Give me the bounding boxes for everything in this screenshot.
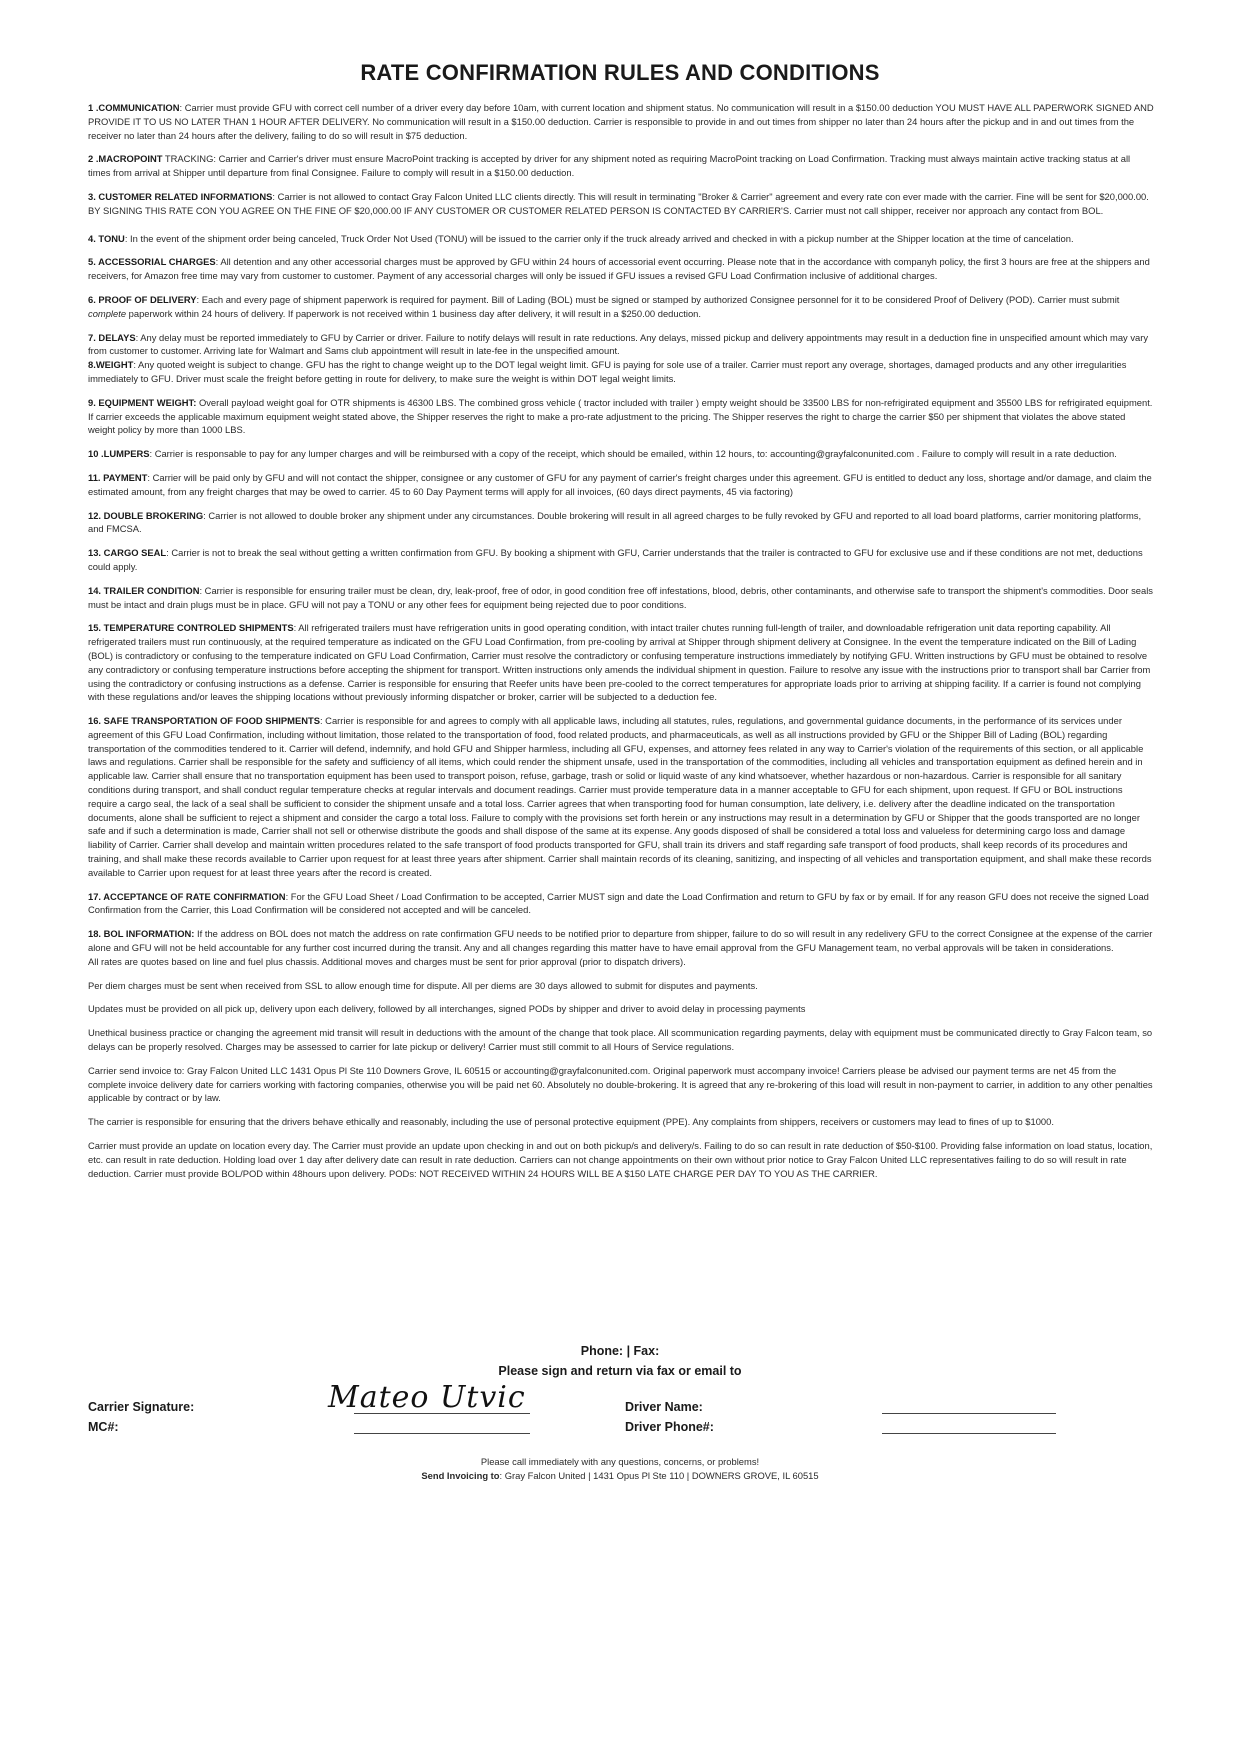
section-label: 10 .LUMPERS: [88, 448, 150, 460]
section-label: 8.WEIGHT: [88, 359, 134, 371]
section-text: Overall payload weight goal for OTR shipments is 46300 LBS. The combined gross vehicle ( tractor included with trailer ) empty weight should be 33500 LBS for non-refrigirated equipment and 35500 LBS for refrigirated equipment. If carrier exceeds the applicable maximum equipment weight stated above, the Shipper reserves the right to make a pro-rate adjustment to the pricing. The Shipper reserves the right to charge the carrier $50 per shipment that violates the above stated weight policy by more than 1000 LBS.: [88, 396, 1153, 436]
section-text: : Carrier must provide GFU with correct cell number of a driver every day before 10am, with current location and shipment status. No communication will result in a $150.00 deduction YOU MUST HAVE ALL PAPERWORK SIGNED AND PROVIDE IT TO US NO LATER THAN 1 HOUR AFTER DELIVERY. No communication will result in a $150.00 deduction. Carrier is responsible to provide in and out times from shipper no later than 24 hours after the pickup and in and out times from the receiver no later than 24 hours after the delivery, failing to do so will result in $75 deduction.: [88, 102, 1154, 141]
section-text: : Any quoted weight is subject to change. GFU has the right to change weight up to the DOT legal weight limit. GFU is paying for sole use of a trailer. Carrier must report any overage, shortages, damaged products and any other irregularities immediately to GFU. Driver must scale the freight before getting in route for delivery, to make sure the weight is within DOT legal weight limits.: [88, 359, 1127, 384]
send-invoicing-line: [0, 1470, 1240, 1481]
send-invoicing-label: Send Invoicing to: [421, 1470, 500, 1481]
section-proof-of-delivery: [88, 293, 1154, 321]
section-tonu: [88, 232, 1154, 246]
section-label: 13. CARGO SEAL: [88, 547, 167, 559]
document-title: RATE CONFIRMATION RULES AND CONDITIONS: [360, 60, 880, 85]
section-food-safety: [88, 714, 1154, 880]
sign-return-line: Please sign and return via fax or email to: [498, 1364, 742, 1378]
section-text: : Carrier is responsable to pay for any lumper charges and will be reimbursed with a copy of the receipt, which should be emailed, within 12 hours, to: accounting@grayfalconunited.com . Failure to comply will result in a rate deduction.: [149, 448, 1117, 460]
note-invoice: Carrier send invoice to: Gray Falcon United LLC 1431 Opus Pl Ste 110 Downers Grove, IL 60515 or accounting@grayfalconunited.com. Original paperwork must accompany invoice! Carriers please be advised our payment terms are net 45 from the complete invoice delivery date for carriers working with factoring companies, otherwise you will be paid net 60. Absolutely no double-brokering. It is agreed that any re-brokering of this load will result in non-payment to carrier, in addition to any other penalties applicable by contract or by law.: [88, 1064, 1153, 1104]
section-label: 15. TEMPERATURE CONTROLED SHIPMENTS: [88, 622, 294, 634]
driver-phone-line[interactable]: [882, 1433, 1056, 1434]
carrier-signature-line[interactable]: [354, 1413, 530, 1414]
carrier-signature: Mateo Utvic: [328, 1380, 526, 1415]
section-label: 7. DELAYS: [88, 331, 136, 343]
section-label: 5. ACCESSORIAL CHARGES: [88, 256, 216, 268]
section-trailer-condition: [88, 584, 1154, 612]
section-label: 16. SAFE TRANSPORTATION OF FOOD SHIPMENTS: [88, 715, 320, 727]
note-updates: Updates must be provided on all pick up, delivery upon each delivery, followed by all interchanges, signed PODs by shipper and driver to avoid delay in processing payments: [88, 1003, 806, 1015]
note-unethical-practice: Unethical business practice or changing the agreement mid transit will result in deductions with the amount of the change that took place. All scommunication regarding payments, delay with equipment must be communicated directly to Gray Falcon team, so delays can be properly resolved. Charges may be assessed to carrier for late pickup or delivery! Carrier must still commit to all Hours of Service regulations.: [88, 1027, 1153, 1053]
section-text: : Each and every page of shipment paperwork is required for payment. Bill of Lading (BOL) must be signed or stamped by authorized Consignee personnel for it to be considered Proof of Delivery (POD). Carrier must submit: [196, 293, 1120, 305]
section-text: : Carrier is not allowed to double broker any shipment under any circumstances. Double brokering will result in all agreed charges to be fully revoked by GFU and reported to all load board platforms, carrier monitoring platforms, and FMCSA.: [88, 509, 1142, 535]
note-per-diem: Per diem charges must be sent when received from SSL to allow enough time for dispute. All per diems are 30 days allowed to submit for disputes and payments.: [88, 979, 758, 991]
section-customer-related: [88, 190, 1154, 218]
driver-phone-label: Driver Phone#:: [625, 1420, 714, 1434]
section-label: 12. DOUBLE BROKERING: [88, 509, 204, 521]
section-acceptance: [88, 890, 1154, 918]
section-cargo-seal: [88, 546, 1154, 574]
section-weight: [88, 358, 1154, 386]
section-text: : All detention and any other accessorial charges must be approved by GFU within 24 hours of accessorial event occurring. Please note that in the accordance with companyh policy, the first 3 hours are free at the shippers and receivers, for Amazon free time may vary from customer to customer. Payment of any accessorial charges will only be issued if GFU issues a revised GFU Load Confirmation inclusive of additional charges.: [88, 256, 1150, 282]
phone-fax-line: Phone: | Fax:: [580, 1344, 660, 1358]
section-text: If the address on BOL does not match the address on rate confirmation GFU needs to be notified prior to departure from shipper, failure to do so will result in any redelivery GFU to the correct Consignee at the expense of the carrier alone and GFU will not be held accountable for any further cost incurred during the transit. Any and all changes regarding this matter have to have email approval from the GFU Management team, no verbal approvals will be taken in considerations.: [88, 928, 1153, 954]
section-label: 4. TONU: [88, 232, 125, 244]
section-bol-information: [88, 927, 1154, 955]
section-text: : Carrier is not to break the seal without getting a written confirmation from GFU. By booking a shipment with GFU, Carrier understands that the trailer is contracted to GFU for exclusive use and if these conditions are not met, deductions could apply.: [88, 547, 1143, 572]
section-communication: [88, 101, 1154, 142]
note-driver-behavior: The carrier is responsible for ensuring that the drivers behave ethically and reasonably, including the use of personal protective equipment (PPE). Any complaints from shippers, receivers or customers may lead to fines of up to $1000.: [88, 1116, 1054, 1128]
section-equipment-weight: [88, 396, 1154, 437]
mc-field-line[interactable]: [354, 1433, 530, 1434]
section-label: 6. PROOF OF DELIVERY: [88, 293, 197, 305]
section-text: : Carrier is responsible for ensuring trailer must be clean, dry, leak-proof, free of odor, in good condition free off infestations, blood, debris, other contaminants, and otherwise safe to transport the shipment's commodities. Door seals must be intact and drain plugs must be in place. GFU will not pay a TONU or any other fees for equipment being rejected due to poor conditions.: [88, 584, 1153, 610]
note-location-updates: Carrier must provide an update on location every day. The Carrier must provide an update upon checking in and out on both pickup/s and delivery/s. Failing to do so can result in rate deduction of $50-$100. Providing false information on load status, location, etc. can result in rate deduction. Holding load over 1 day after delivery date can result in rate deduction. Carriers can not change appointments on their own without prior notice to Gray Falcon United LLC representatives failing to do so will result in rate deduction. Carrier must provide BOL/POD within 48hours upon delivery. PODs: NOT RECEIVED WITHIN 24 HOURS WILL BE A $150 LATE CHARGE PER DAY TO YOU AS THE CARRIER.: [88, 1140, 1153, 1179]
section-text: TRACKING: Carrier and Carrier's driver must ensure MacroPoint tracking is accepted by driver for any shipment noted as requiring MacroPoint tracking on Load Confirmation. Tracking must always maintain active tracking status at all times from arrival at Shipper until departure from final Consignee. Failure to comply will result in a $150.00 deduction.: [88, 153, 1131, 179]
section-label: 17. ACCEPTANCE OF RATE CONFIRMATION: [88, 890, 286, 902]
section-accessorial: [88, 255, 1154, 283]
driver-name-line[interactable]: [882, 1413, 1056, 1414]
note-rates: All rates are quotes based on line and fuel plus chassis. Additional moves and charges must be sent for prior approval (prior to dispatch drivers).: [88, 955, 686, 967]
section-text: : Carrier is not allowed to contact Gray Falcon United LLC clients directly. This will result in terminating "Broker & Carrier" agreement and every rate con ever made with the carrier. Fine will be sent for $20,000.00. BY SIGNING THIS RATE CON YOU AGREE ON THE FINE OF $20,000.00 IF ANY CUSTOMER OR CUSTOMER RELATED PERSON IS CONTACTED BY CARRIER'S. Carrier must not call shipper, receiver nor approach any contact from BOL.: [88, 190, 1149, 216]
section-label: 1 .COMMUNICATION: [88, 102, 180, 113]
section-label: 11. PAYMENT: [88, 471, 148, 483]
section-label: 3. CUSTOMER RELATED INFORMATIONS: [88, 190, 273, 202]
section-temperature-controlled: [88, 621, 1154, 704]
section-emphasis: complete: [88, 307, 127, 319]
section-lumpers: [88, 447, 1154, 461]
section-label: 9. EQUIPMENT WEIGHT:: [88, 396, 197, 408]
call-note: Please call immediately with any questions, concerns, or problems!: [480, 1456, 760, 1467]
section-text: : Any delay must be reported immediately to GFU by Carrier or driver. Failure to notify delays will result in rate reductions. Any delays, missed pickup and delivery appointments may result in a deduction fine in unspecified amount which may vary from customer to customer. Arriving late for Walmart and Sams club appointment will result in late-fee in the unspecified amount.: [88, 331, 1149, 357]
section-text: : Carrier is responsible for and agrees to comply with all applicable laws, including all statutes, rules, regulations, and governmental guidance documents, in the performance of its services under agreement of this GFU Load Confirmation, including without limitation, those related to the transportation of food, food related products, and pharmaceuticals, as well as all instructions provided by GFU or the Shipper Bill of Lading (BOL) regarding transportation of the commodities tendered to it. Carrier will defend, indemnify, and hold GFU and Shipper harmless, including all GFU, expenses, and attorney fees related in any way to Carrier's violation of the requirements of this section, or all applicable laws and regulations. Carrier shall be responsible for the safety and sufficiency of all items, which could render the shipment unsafe, used in the transportation of the commodities, including all vehicles and transportation equipment as defined herein and in applicable law. Carrier shall ensure that no transportation equipment has been used to transport poison, refuse, garbage, trash or solid or liquid waste of any kind whatsoever, whether hazardous or non-hazardous. Carrier is responsible for all sanitary conditions during transport, and shall conduct regular temperature checks at regular intervals and document readings. Carrier must provide temperature data in a manner acceptable to GFU for each shipment, upon request. If GFU or BOL instructions require a cargo seal, the lack of a seal shall be sufficient to consider the shipment unsafe and a total loss. Carrier agrees that when transporting food for human consumption, late delivery, i.e. delivery after the deadline indicated on the transportation documents, alone shall be sufficient to reject a shipment and consider the cargo a total loss. Failure to comply with the provisions set forth herein or any instructions may result in a determination by GFU or Shipper that the goods transported are no longer safe and if such a determination is made, Carrier shall not sell or otherwise distribute the goods and shall dispose of the same at its expense. Any goods disposed of shall be considered a total loss and valueless for determining cargo loss and damage liability of Carrier. Carrier shall develop and maintain written procedures related to the safe transport of food products transported for GFU, shall train its drivers and staff regarding safe transport of food products, shall keep records of its procedures and training, and shall make these records available to Carrier upon request for at least three years after shipment. Carrier shall maintain records of its cleaning, sanitizing, and inspecting of all vehicles and transportation equipment, and shall make these records available to Carrier upon request for at least three years after the record is created.: [88, 715, 1152, 878]
rules-body: [88, 101, 1154, 1190]
section-label: 14. TRAILER CONDITION: [88, 584, 200, 596]
section-payment: [88, 471, 1154, 499]
section-text: : For the GFU Load Sheet / Load Confirmation to be accepted, Carrier MUST sign and date the Load Confirmation and return to GFU by fax or by email. If for any reason GFU does not receive the signed Load Confirmation from the Carrier, this Load Confirmation will be considered not accepted and will be canceled.: [88, 890, 1149, 916]
carrier-signature-label: Carrier Signature:: [88, 1400, 195, 1414]
section-text: : In the event of the shipment order being canceled, Truck Order Not Used (TONU) will be issued to the carrier only if the truck already arrived and checked in with a pickup number at the Shipper location at the time of cancelation.: [124, 232, 1074, 244]
driver-name-label: Driver Name:: [625, 1400, 703, 1414]
send-invoicing-text: : Gray Falcon United | 1431 Opus Pl Ste 110 | DOWNERS GROVE, IL 60515: [499, 1470, 819, 1481]
section-text: : Carrier will be paid only by GFU and will not contact the shipper, consignee or any customer of GFU for any payment of carrier's freight charges under this agreement. GFU is entitled to deduct any loss, shortage and/or damage, and claim the estimated amount, from any freight charges that may be owed to carrier. 45 to 60 Day Payment terms will apply for all invoices, (60 days direct payments, 45 via factoring): [88, 471, 1152, 497]
section-double-brokering: [88, 509, 1154, 537]
mc-label: MC#:: [88, 1420, 119, 1434]
section-delays: [88, 331, 1154, 359]
section-label: 2 .MACROPOINT: [88, 153, 163, 165]
section-label: 18. BOL INFORMATION:: [88, 928, 195, 940]
section-text: : All refrigerated trailers must have refrigeration units in good operating condition, with intact trailer chutes running full-length of trailer, and downloadable refrigeration unit data reporting capability. All refrigerated trailers must run continuously, at the required temperature as indicated on the GFU Load Confirmation, from pre-cooling by arrival at Shipper through shipment delivery at Consignee. In the event the temperature indicated on the Bill of Lading (BOL) is contradictory or confusing to the temperature indicated on GFU Load Confirmation, Carrier must resolve the contradictory or confusing temperature instructions immediately by notifying GFU. Written instructions by GFU must be obtained to resolve any contradictory or confusing temperature instructions before accepting the shipment for transport. Written instructions only amends the individual shipment in question. Failure to resolve any issue with the instructions prior to transport shall bar Carrier from using the contradictory or confusing instructions as a defense. Carrier is responsible for ensuring that Reefer units have been pre-cooled to the correct temperatures for appropriate loads prior to arriving at shipping facility. If a carrier is found not complying with these regulations and/or leaves the shipping locations without previously informing dispatcher or broker, carrier will be subjected to a deduction fee.: [88, 622, 1151, 703]
section-macropoint: [88, 152, 1154, 180]
section-text: paperwork within 24 hours of delivery. If paperwork is not received within 1 business day after delivery, it will result in a $250.00 deduction.: [126, 307, 701, 319]
